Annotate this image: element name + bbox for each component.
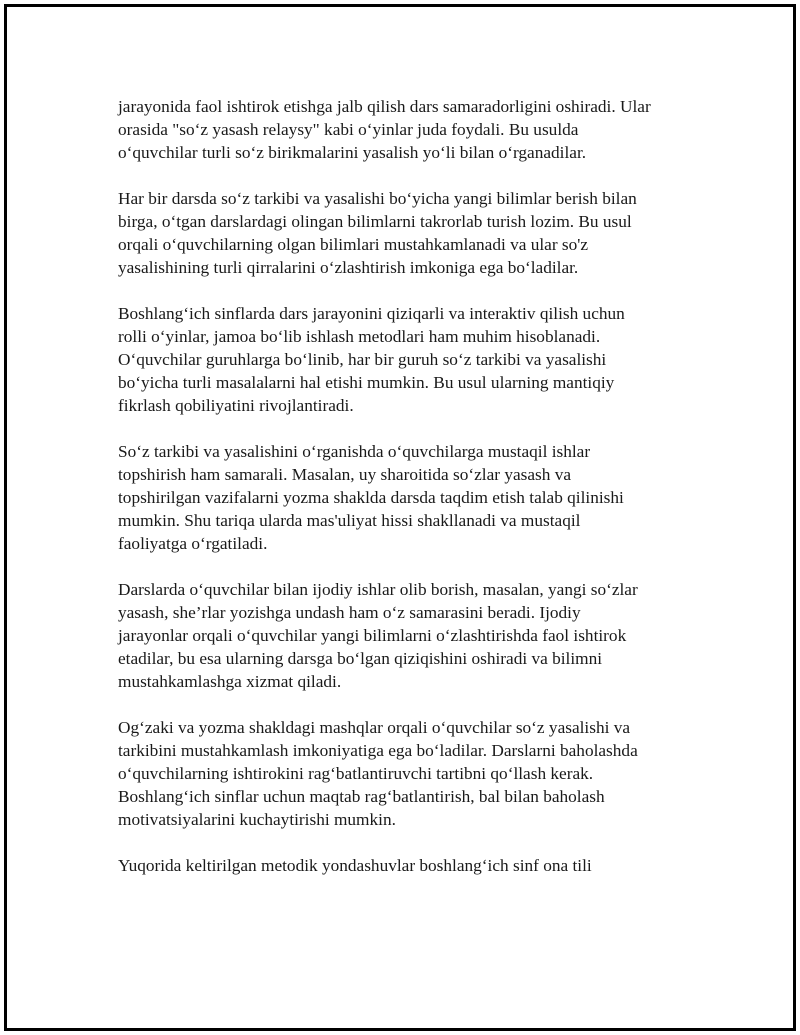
text-line: Boshlang‘ich sinflarda dars jarayonini qiziqarli va interaktiv qilish uchun bbox=[118, 304, 625, 323]
text-line: fikrlash qobiliyatini rivojlantiradi. bbox=[118, 396, 354, 415]
text-line: yasalishining turli qirralarini o‘zlashtirish imkoniga ega bo‘ladilar. bbox=[118, 258, 579, 277]
text-line: mustahkamlashga xizmat qiladi. bbox=[118, 672, 342, 691]
text-line: Boshlang‘ich sinflar uchun maqtab rag‘batlantirish, bal bilan baholash bbox=[118, 787, 605, 806]
text-line: faoliyatga o‘rgatiladi. bbox=[118, 534, 268, 553]
text-line: jarayonida faol ishtirok etishga jalb qilish dars samaradorligini oshiradi. Ular bbox=[118, 97, 651, 116]
paragraph-3 bbox=[118, 302, 700, 417]
text-line: jarayonlar orqali o‘quvchilar yangi bilimlarni o‘zlashtirishda faol ishtirok bbox=[118, 626, 627, 645]
document-body bbox=[118, 95, 700, 900]
paragraph-4 bbox=[118, 440, 700, 555]
text-line: topshirish ham samarali. Masalan, uy sharoitida so‘zlar yasash va bbox=[118, 465, 572, 484]
text-line: O‘quvchilar guruhlarga bo‘linib, har bir guruh so‘z tarkibi va yasalishi bbox=[118, 350, 607, 369]
text-line: rolli o‘yinlar, jamoa bo‘lib ishlash metodlari ham muhim hisoblanadi. bbox=[118, 327, 601, 346]
text-line: yasash, she’rlar yozishga undash ham o‘z samarasini beradi. Ijodiy bbox=[118, 603, 581, 622]
text-line: orasida "so‘z yasash relaysy" kabi o‘yinlar juda foydali. Bu usulda bbox=[118, 120, 579, 139]
text-line: motivatsiyalarini kuchaytirishi mumkin. bbox=[118, 810, 396, 829]
text-line: tarkibini mustahkamlash imkoniyatiga ega bo‘ladilar. Darslarni baholashda bbox=[118, 741, 638, 760]
paragraph-6 bbox=[118, 716, 700, 831]
text-line: o‘quvchilarning ishtirokini rag‘batlantiruvchi tartibni qo‘llash kerak. bbox=[118, 764, 594, 783]
text-line: So‘z tarkibi va yasalishini o‘rganishda o‘quvchilarga mustaqil ishlar bbox=[118, 442, 591, 461]
text-line: bo‘yicha turli masalalarni hal etishi mumkin. Bu usul ularning mantiqiy bbox=[118, 373, 615, 392]
text-line: mumkin. Shu tariqa ularda mas'uliyat hissi shakllanadi va mustaqil bbox=[118, 511, 581, 530]
text-line: topshirilgan vazifalarni yozma shaklda darsda taqdim etish talab qilinishi bbox=[118, 488, 624, 507]
text-line: orqali o‘quvchilarning olgan bilimlari mustahkamlanadi va ular so'z bbox=[118, 235, 589, 254]
text-line: Darslarda o‘quvchilar bilan ijodiy ishlar olib borish, masalan, yangi so‘zlar bbox=[118, 580, 638, 599]
text-line: Og‘zaki va yozma shakldagi mashqlar orqali o‘quvchilar so‘z yasalishi va bbox=[118, 718, 631, 737]
text-line: birga, o‘tgan darslardagi olingan bilimlarni takrorlab turish lozim. Bu usul bbox=[118, 212, 632, 231]
text-line: Har bir darsda so‘z tarkibi va yasalishi bo‘yicha yangi bilimlar berish bilan bbox=[118, 189, 637, 208]
paragraph-1 bbox=[118, 95, 700, 164]
text-line: etadilar, bu esa ularning darsga bo‘lgan qiziqishini oshiradi va bilimni bbox=[118, 649, 603, 668]
text-line: Yuqorida keltirilgan metodik yondashuvlar boshlang‘ich sinf ona tili bbox=[118, 856, 592, 875]
paragraph-2 bbox=[118, 187, 700, 279]
text-line: o‘quvchilar turli so‘z birikmalarini yasalish yo‘li bilan o‘rganadilar. bbox=[118, 143, 587, 162]
paragraph-7 bbox=[118, 854, 700, 877]
paragraph-5 bbox=[118, 578, 700, 693]
